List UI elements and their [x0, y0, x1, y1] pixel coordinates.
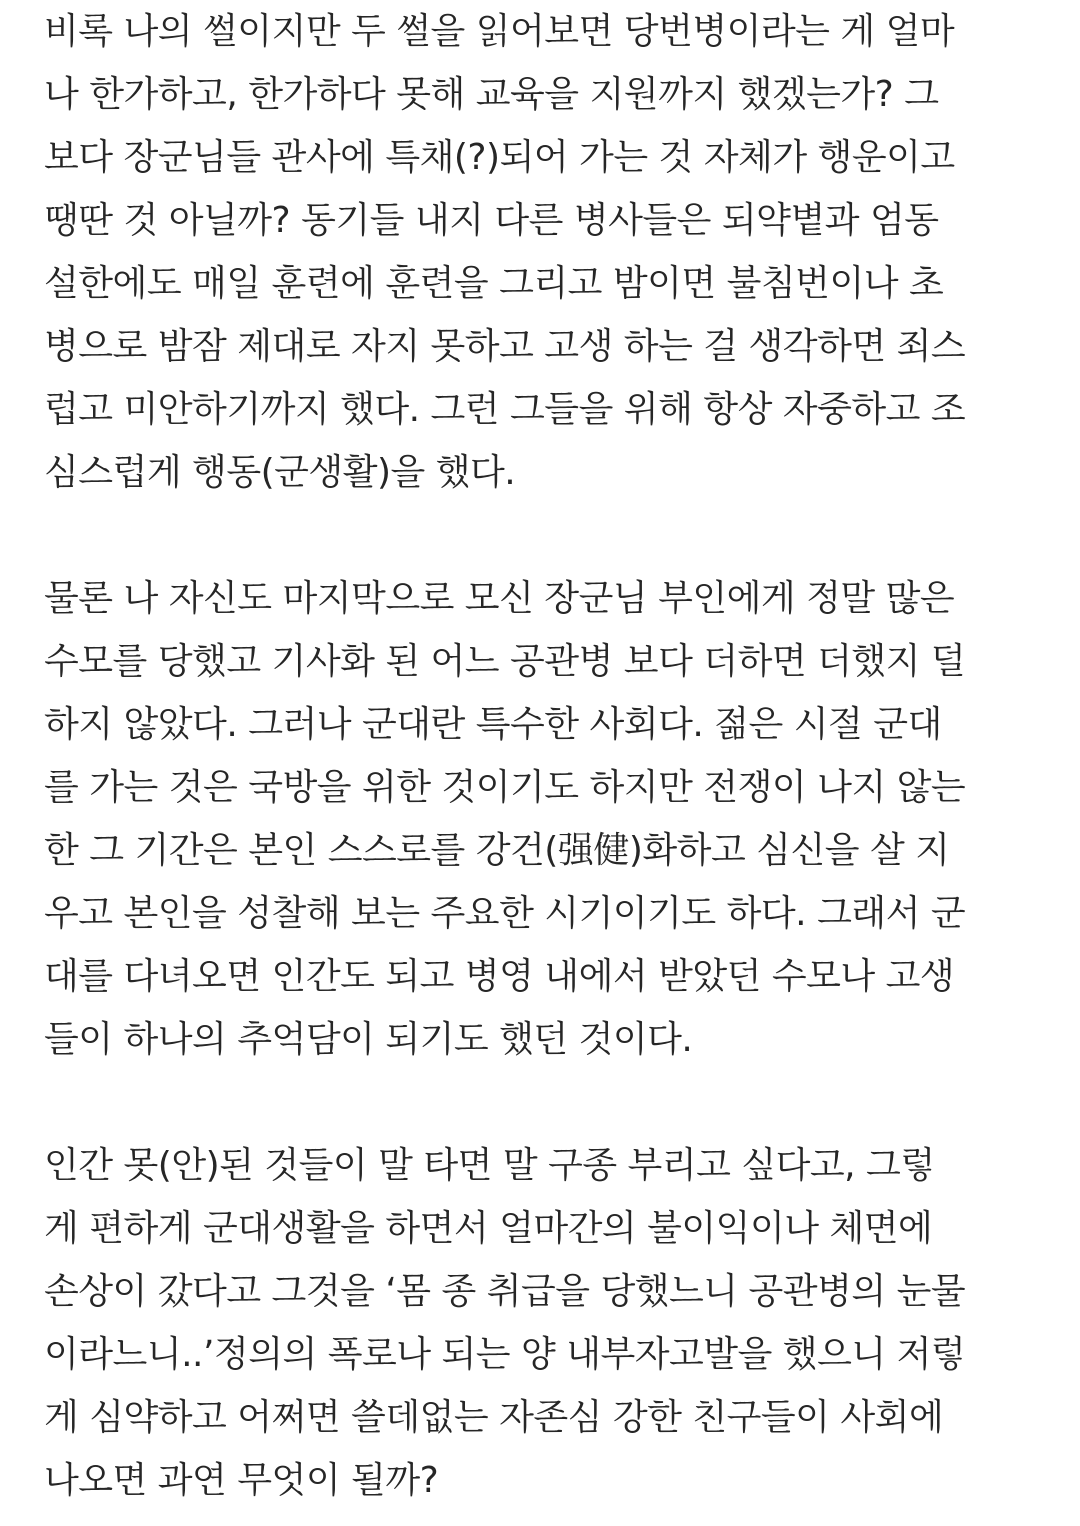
paragraph-spacer	[44, 1071, 1044, 1134]
text-line: 들이 하나의 추억담이 되기도 했던 것이다.	[44, 1019, 693, 1060]
text-line: 나오면 과연 무엇이 될까?	[44, 1460, 439, 1501]
paragraph-spacer	[44, 504, 1044, 567]
paragraph-2	[44, 567, 1044, 1071]
text-line: 하지 않았다. 그러나 군대란 특수한 사회다. 젊은 시절 군대	[44, 704, 942, 745]
article-body	[44, 0, 1044, 1512]
text-line: 럽고 미안하기까지 했다. 그런 그들을 위해 항상 자중하고 조	[44, 389, 966, 430]
paragraph-3	[44, 1134, 1044, 1512]
text-line: 물론 나 자신도 마지막으로 모신 장군님 부인에게 정말 많은	[44, 578, 955, 619]
text-line: 게 심약하고 어쩌면 쓸데없는 자존심 강한 친구들이 사회에	[44, 1397, 944, 1438]
text-line: 우고 본인을 성찰해 보는 주요한 시기이기도 하다. 그래서 군	[44, 893, 966, 934]
text-line: 대를 다녀오면 인간도 되고 병영 내에서 받았던 수모나 고생	[44, 956, 955, 997]
text-line: 인간 못(안)된 것들이 말 타면 말 구종 부리고 싶다고, 그렇	[44, 1145, 935, 1186]
text-line: 비록 나의 썰이지만 두 썰을 읽어보면 당번병이라는 게 얼마	[44, 11, 955, 52]
text-line: 수모를 당했고 기사화 된 어느 공관병 보다 더하면 더했지 덜	[44, 641, 966, 682]
text-line: 나 한가하고, 한가하다 못해 교육을 지원까지 했겠는가? 그	[44, 74, 939, 115]
text-line: 땡딴 것 아닐까? 동기들 내지 다른 병사들은 되약볕과 엄동	[44, 200, 939, 241]
text-line: 보다 장군님들 관사에 특채(?)되어 가는 것 자체가 행운이고	[44, 137, 955, 178]
text-line: 이라느니..’정의의 폭로나 되는 양 내부자고발을 했으니 저렇	[44, 1334, 966, 1375]
text-line: 설한에도 매일 훈련에 훈련을 그리고 밤이면 불침번이나 초	[44, 263, 944, 304]
text-line: 손상이 갔다고 그것을 ‘몸 종 취급을 당했느니 공관병의 눈물	[44, 1271, 966, 1312]
text-line: 게 편하게 군대생활을 하면서 얼마간의 불이익이나 체면에	[44, 1208, 933, 1249]
text-line: 한 그 기간은 본인 스스로를 강건(强健)화하고 심신을 살 지	[44, 830, 950, 871]
text-line: 를 가는 것은 국방을 위한 것이기도 하지만 전쟁이 나지 않는	[44, 767, 966, 808]
text-line: 심스럽게 행동(군생활)을 했다.	[44, 452, 516, 493]
paragraph-1	[44, 0, 1044, 504]
text-line: 병으로 밤잠 제대로 자지 못하고 고생 하는 걸 생각하면 죄스	[44, 326, 966, 367]
